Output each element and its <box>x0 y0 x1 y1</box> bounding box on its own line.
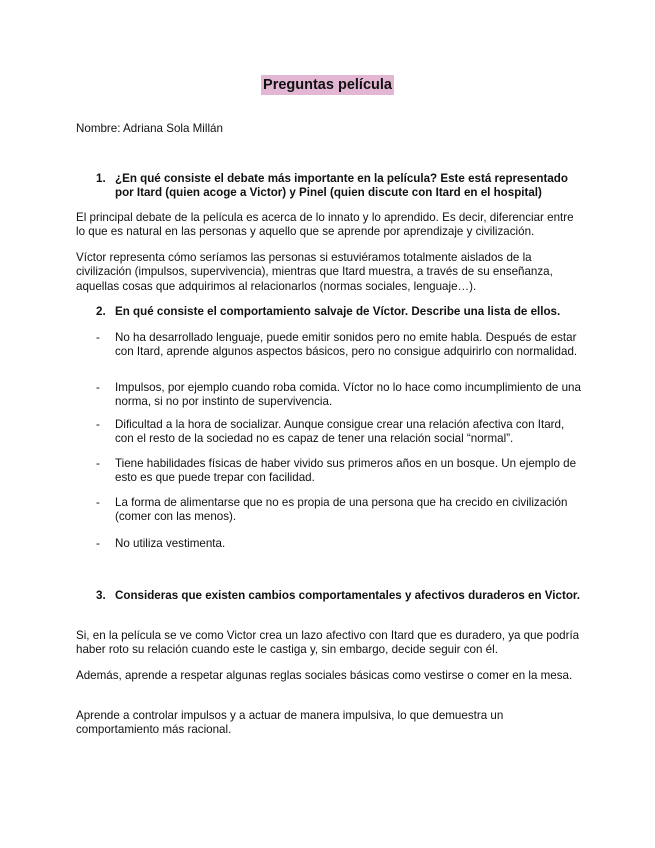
title-container <box>0 75 655 95</box>
list-item <box>96 331 581 360</box>
list-item-text: Impulsos, por ejemplo cuando roba comida. Víctor no lo hace como incumplimiento de una norma, si no por instinto de supervivencia. <box>115 381 581 409</box>
bullet-dash: - <box>96 331 100 344</box>
question-text: En qué consiste el comportamiento salvaje de Víctor. Describe una lista de ellos. <box>115 305 561 318</box>
list-item-text: No ha desarrollado lenguaje, puede emitir sonidos pero no emite habla. Después de estar con Itard, aprende algunos aspectos básicos, pero no consigue adquirirlo con normalidad. <box>115 331 578 359</box>
list-item-text: No utiliza vestimenta. <box>115 537 226 550</box>
question-number: 1. <box>96 172 106 185</box>
list-item-text: Dificultad a la hora de socializar. Aunque consigue crear una relación afectiva con Itard, con el resto de la sociedad no es capaz de tener una relación social “normal”. <box>115 418 565 446</box>
list-item-text: La forma de alimentarse que no es propia de una persona que ha crecido en civilización (comer con las menos). <box>115 496 568 524</box>
list-item-text: Tiene habilidades físicas de haber vivido sus primeros años en un bosque. Un ejemplo de esto es que puede trepar con facilidad. <box>115 457 577 485</box>
question-number: 3. <box>96 589 106 602</box>
bullet-dash: - <box>96 496 100 509</box>
list-item <box>96 537 581 551</box>
question-text: ¿En qué consiste el debate más importante en la película? Este está representado por Itard (quien acoge a Victor) y Pinel (quien discute con Itard en el hospital) <box>115 172 568 200</box>
question-1 <box>96 172 586 201</box>
name-line: Nombre: Adriana Sola Millán <box>76 122 223 135</box>
bullet-dash: - <box>96 537 100 550</box>
bullet-dash: - <box>96 381 100 394</box>
list-item <box>96 381 581 410</box>
page-title: Preguntas película <box>263 77 392 93</box>
question-text: Consideras que existen cambios comportamentales y afectivos duraderos en Victor. <box>115 589 580 602</box>
bullet-dash: - <box>96 457 100 470</box>
answer-paragraph: El principal debate de la película es acerca de lo innato y lo aprendido. Es decir, diferenciar entre lo que es natural en las personas y aquello que se aprende por aprendizaje y civilización. <box>76 211 574 239</box>
answer-paragraph: Aprende a controlar impulsos y a actuar de manera impulsiva, lo que demuestra un comportamiento más racional. <box>76 709 504 737</box>
question-number: 2. <box>96 305 106 318</box>
answer-paragraph: Además, aprende a respetar algunas reglas sociales básicas como vestirse o comer en la mesa. <box>76 669 573 682</box>
question-2 <box>96 305 586 319</box>
list-item <box>96 457 581 486</box>
bullet-dash: - <box>96 418 100 431</box>
list-item <box>96 418 581 447</box>
list-item <box>96 496 581 525</box>
question-3 <box>96 589 586 603</box>
answer-paragraph: Víctor representa cómo seríamos las personas si estuviéramos totalmente aislados de la civilización (impulsos, supervivencia), mientras que Itard muestra, a través de su enseñanza, aquellas cosas que adquirimos al relacionarlos (normas sociales, lenguaje…). <box>76 251 553 293</box>
answer-paragraph: Si, en la película se ve como Victor crea un lazo afectivo con Itard que es duradero, ya que podría haber roto su relación cuando este le castiga y, sin embargo, decide seguir con él. <box>76 629 580 657</box>
